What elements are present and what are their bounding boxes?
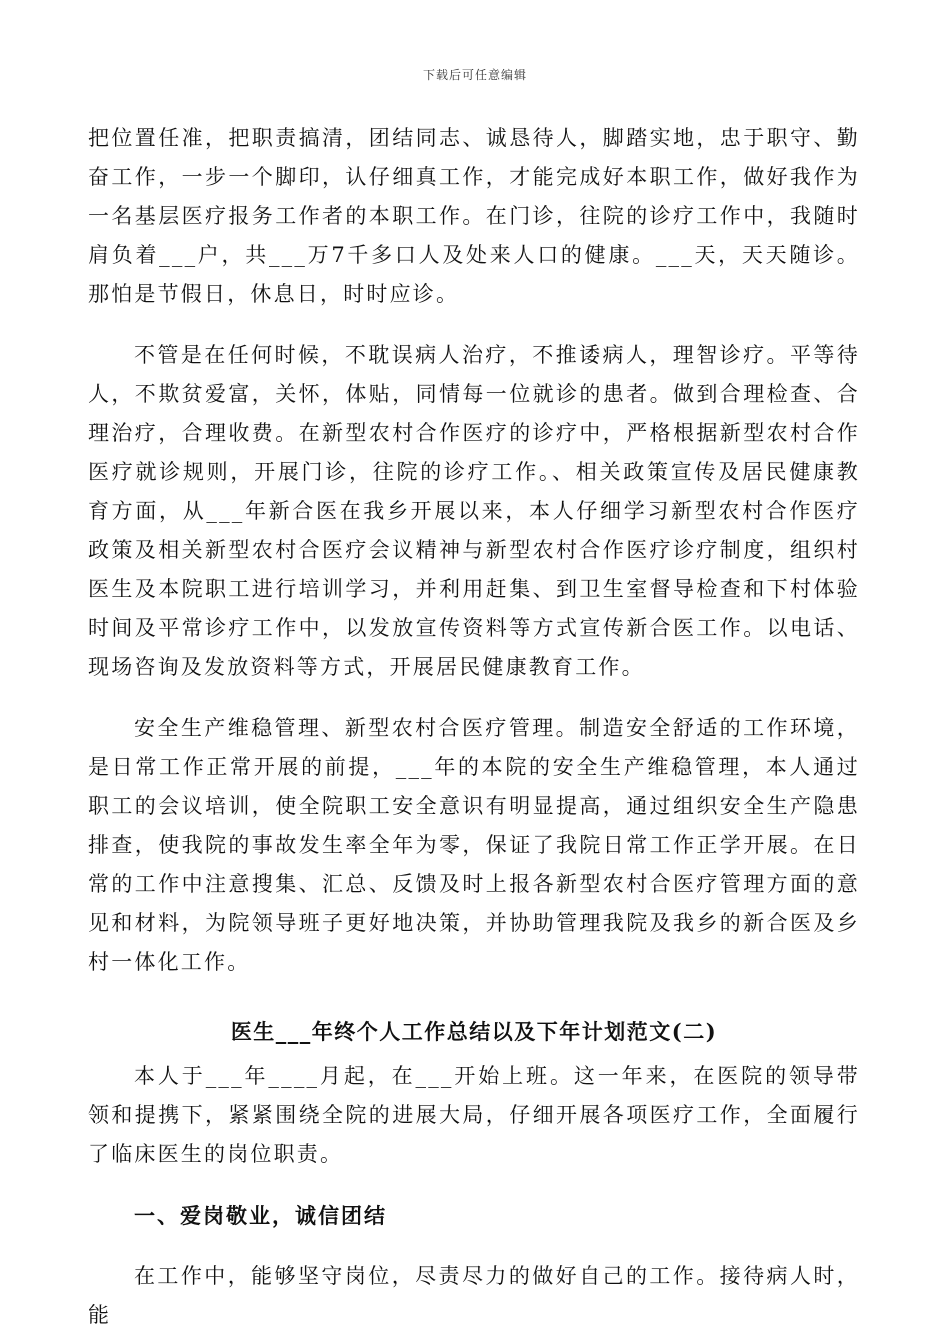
paragraph-3: 安全生产维稳管理、新型农村合医疗管理。制造安全舒适的工作环境，是日常工作正常开展的前提，___年的本院的安全生产维稳管理，本人通过职工的会议培训，使全院职工安全意识有明显提高，通过组织安全生产隐患排查，使我院的事故发生率全年为零，保证了我院日常工作正学开展。在日常的工作中注意搜集、汇总、反馈及时上报各新型农村合医疗管理方面的意见和材料，为院领导班子更好地决策，并协助管理我院及我乡的新合医及乡村一体化工作。 <box>88 716 860 974</box>
paragraph-2: 不管是在任何时候，不耽误病人治疗，不推诿病人，理智诊疗。平等待人，不欺贫爱富，关怀，体贴，同情每一位就诊的患者。做到合理检查、合理治疗，合理收费。在新型农村合作医疗的诊疗中，严格根据新型农村合作医疗就诊规则，开展门诊，往院的诊疗工作。、相关政策宣传及居民健康教育方面，从___年新合医在我乡开展以来，本人仔细学习新型农村合作医疗政策及相关新型农村合医疗会议精神与新型农村合作医疗诊疗制度，组织村医生及本院职工进行培训学习，并利用赶集、到卫生室督导检查和下村体验时间及平常诊疗工作中，以发放宣传资料等方式宣传新合医工作。以电话、现场咨询及发放资料等方式，开展居民健康教育工作。 <box>88 343 860 679</box>
paragraph-1: 把位置任准，把职责搞清，团结同志、诚恳待人，脚踏实地，忠于职守、勤奋工作，一步一个脚印，认仔细真工作，才能完成好本职工作，做好我作为一名基层医疗报务工作者的本职工作。在门诊，往院的诊疗工作中，我随时肩负着___户，共___万7千多口人及处来人口的健康。___天，天天随诊。那怕是节假日，休息日，时时应诊。 <box>88 126 860 306</box>
paragraph-gap <box>88 982 860 1004</box>
paragraph-5: 在工作中，能够坚守岗位，尽责尽力的做好自己的工作。接待病人时，能 <box>88 1264 860 1327</box>
header-note: 下载后可任意编辑 <box>422 68 527 82</box>
paragraph-gap <box>88 687 860 709</box>
section-title: 医生___年终个人工作总结以及下年计划范文(二) <box>230 1019 718 1044</box>
paragraph-gap <box>88 314 860 336</box>
paragraph-gap <box>88 1174 860 1196</box>
subheading-1: 一、爱岗敬业，诚信团结 <box>134 1203 387 1228</box>
document-body <box>88 119 860 1335</box>
paragraph-gap <box>88 1235 860 1257</box>
paragraph-4: 本人于___年____月起，在___开始上班。这一年来，在医院的领导带领和提携下，紧紧围绕全院的进展大局，仔细开展各项医疗工作，全面履行了临床医生的岗位职责。 <box>88 1064 860 1166</box>
